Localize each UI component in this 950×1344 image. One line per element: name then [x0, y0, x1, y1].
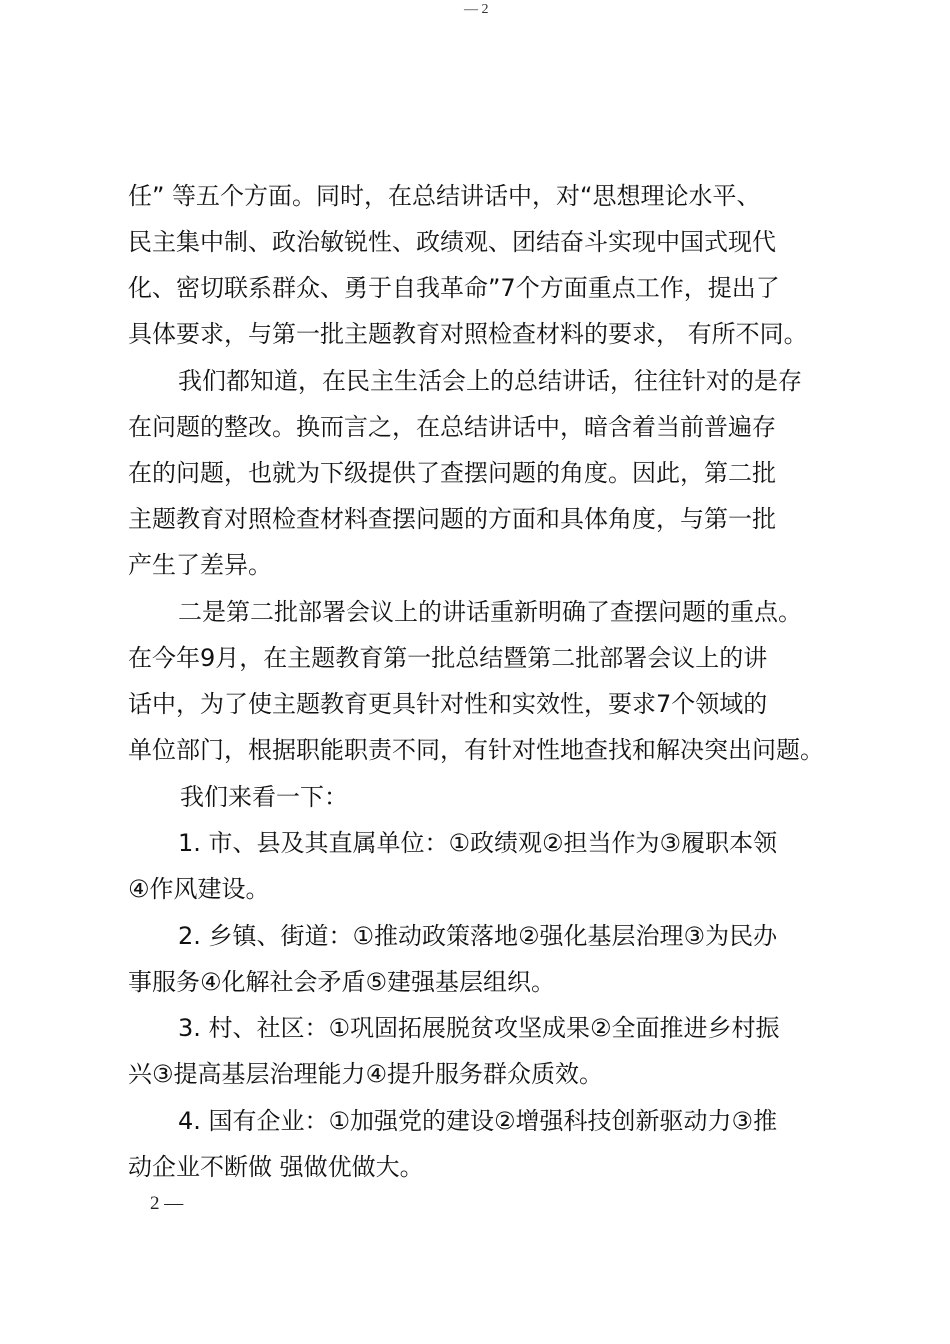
list-item-4: 4. 国有企业：①加强党的建设②增强科技创新驱动力③推: [178, 1107, 778, 1135]
text-line: 在今年9月，在主题教育第一批总结暨第二批部署会议上的讲: [128, 644, 768, 672]
page-header-number: — 2: [464, 2, 489, 17]
paragraph-start: 我们来看一下：: [180, 783, 348, 811]
text-line: 在问题的整改。换而言之，在总结讲话中，暗含着当前普遍存: [128, 413, 776, 441]
text-line: ④作风建设。: [128, 875, 270, 903]
text-line: 话中，为了使主题教育更具针对性和实效性，要求7个领域的: [128, 690, 768, 718]
page-footer-number: 2 —: [150, 1193, 184, 1214]
list-item-3: 3. 村、社区：①巩固拓展脱贫攻坚成果②全面推进乡村振: [178, 1014, 780, 1042]
paragraph-start: 二是第二批部署会议上的讲话重新明确了查摆问题的重点。: [178, 598, 802, 626]
paragraph-start: 我们都知道，在民主生活会上的总结讲话，往往针对的是存: [178, 367, 802, 395]
list-item-2: 2. 乡镇、街道：①推动政策落地②强化基层治理③为民办: [178, 922, 778, 950]
text-line: 单位部门，根据职能职责不同，有针对性地查找和解决突出问题。: [128, 736, 824, 764]
text-line: 民主集中制、政治敏锐性、政绩观、团结奋斗实现中国式现代: [128, 228, 776, 256]
text-line: 兴③提高基层治理能力④提升服务群众质效。: [128, 1060, 604, 1088]
list-item-1: 1. 市、县及其直属单位：①政绩观②担当作为③履职本领: [178, 829, 778, 857]
text-line: 化、密切联系群众、勇于自我革命”7个方面重点工作，提出了: [128, 274, 780, 302]
text-line: 事服务④化解社会矛盾⑤建强基层组织。: [128, 968, 556, 996]
text-line: 主题教育对照检查材料查摆问题的方面和具体角度，与第一批: [128, 505, 776, 533]
text-line: 产生了差异。: [128, 551, 272, 579]
text-line: 任” 等五个方面。同时，在总结讲话中，对“思想理论水平、: [128, 182, 761, 210]
text-line: 动企业不断做 强做优做大。: [128, 1153, 424, 1181]
text-line: 在的问题，也就为下级提供了查摆问题的角度。因此，第二批: [128, 459, 776, 487]
text-line: 具体要求，与第一批主题教育对照检查材料的要求， 有所不同。: [128, 320, 808, 348]
